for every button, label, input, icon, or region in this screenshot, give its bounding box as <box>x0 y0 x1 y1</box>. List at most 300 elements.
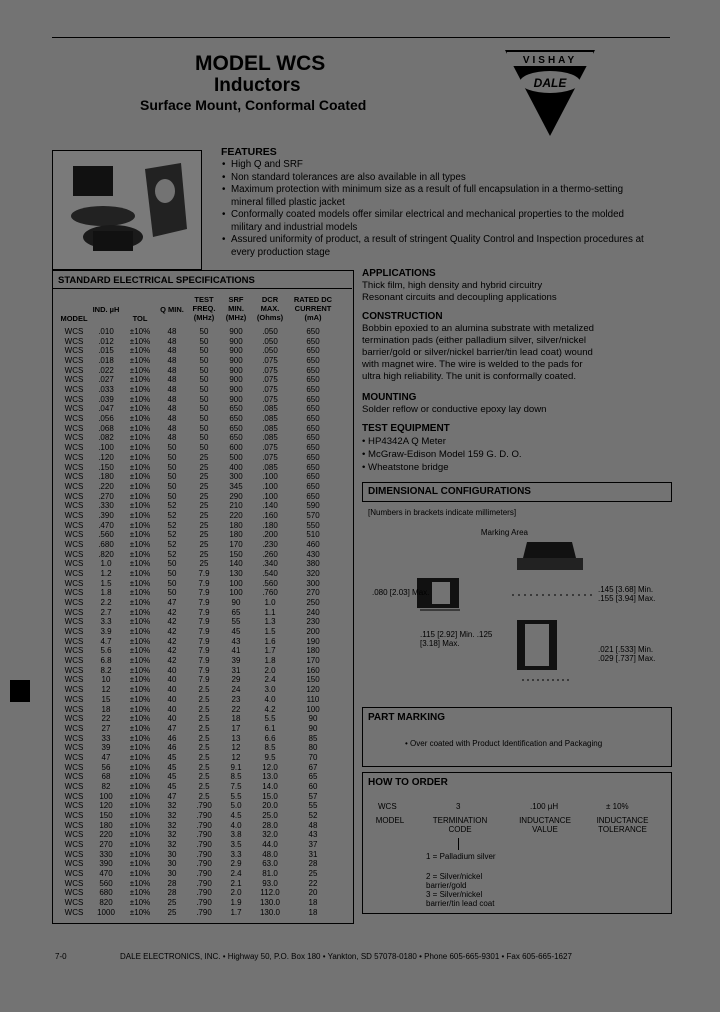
cell-freq: .790 <box>196 820 212 830</box>
cell-tol: ±10% <box>129 520 151 530</box>
cell-ind: 5.6 <box>100 646 112 656</box>
table-row <box>56 879 350 889</box>
cell-freq: 25 <box>199 510 209 520</box>
features-heading: FEATURES <box>221 146 277 158</box>
cell-tol: ±10% <box>129 878 151 888</box>
cell-tol: ±10% <box>129 791 151 801</box>
cell-srf: 1.7 <box>230 907 242 917</box>
cell-model: WCS <box>64 840 84 850</box>
cell-q: 25 <box>167 898 177 908</box>
cell-freq: 7.9 <box>198 578 210 588</box>
cell-model: WCS <box>64 723 84 733</box>
cell-dcr: 1.1 <box>264 607 276 617</box>
cell-tol: ±10% <box>129 869 151 879</box>
cell-q: 50 <box>167 569 177 578</box>
cell-srf: 41 <box>231 646 241 656</box>
cell-srf: 90 <box>231 598 241 608</box>
order-label-code: TERMINATION CODE <box>432 816 488 834</box>
table-row <box>56 608 350 618</box>
table-row <box>56 453 350 463</box>
cell-current: 180 <box>306 646 320 656</box>
cell-freq: .790 <box>196 840 212 850</box>
table-row <box>56 443 350 453</box>
cell-dcr: .140 <box>262 501 278 511</box>
cell-current: 570 <box>306 510 320 520</box>
cell-ind: 1000 <box>97 907 115 917</box>
cell-freq: 25 <box>199 501 209 511</box>
cell-ind: 56 <box>101 762 111 772</box>
cell-dcr: .085 <box>262 462 278 472</box>
cell-tol: ±10% <box>129 820 151 830</box>
construction-line: termination pads (either palladium silver, silver/nickel <box>362 335 586 346</box>
cell-srf: 900 <box>229 385 243 395</box>
cell-ind: 330 <box>99 849 113 859</box>
cell-ind: 22 <box>101 714 111 724</box>
cell-q: 42 <box>167 617 177 627</box>
cell-srf: 900 <box>229 346 243 356</box>
cell-current: 90 <box>308 723 318 733</box>
cell-dcr: .085 <box>262 404 278 414</box>
cell-current: 20 <box>308 888 318 898</box>
cell-ind: .100 <box>98 443 114 453</box>
cell-freq: 2.5 <box>198 704 210 714</box>
cell-model: WCS <box>64 801 84 811</box>
cell-freq: 25 <box>199 539 209 549</box>
cell-srf: 17 <box>231 723 241 733</box>
cell-srf: 8.5 <box>230 772 242 782</box>
cell-tol: ±10% <box>129 772 151 782</box>
cell-ind: 15 <box>101 694 111 704</box>
cell-ind: 47 <box>101 752 111 762</box>
cell-freq: .790 <box>196 849 212 859</box>
cell-srf: 3.8 <box>230 830 242 840</box>
cell-current: 430 <box>306 549 320 559</box>
cell-current: 650 <box>306 491 320 501</box>
order-example-tolerance: ± 10% <box>606 802 629 811</box>
dim-width: .115 [2.92] Min. .125 [3.18] Max. <box>420 630 493 648</box>
part-marking-heading: PART MARKING <box>368 712 446 723</box>
cell-tol: ±10% <box>129 675 151 685</box>
termination-code-1: 1 = Palladium silver <box>426 852 496 861</box>
cell-dcr: 32.0 <box>262 830 278 840</box>
table-row <box>56 569 350 579</box>
table-row <box>56 734 350 744</box>
cell-tol: ±10% <box>129 888 151 898</box>
cell-ind: .012 <box>98 336 114 346</box>
cell-dcr: 81.0 <box>262 869 278 879</box>
cell-freq: 2.5 <box>198 694 210 704</box>
cell-tol: ±10% <box>129 607 151 617</box>
cell-q: 52 <box>167 549 177 559</box>
cell-srf: 23 <box>231 694 241 704</box>
cell-dcr: 8.5 <box>264 743 276 753</box>
cell-q: 28 <box>167 878 177 888</box>
cell-tol: ±10% <box>129 578 151 588</box>
cell-current: 18 <box>308 907 318 917</box>
cell-freq: 2.5 <box>198 743 210 753</box>
cell-model: WCS <box>64 452 84 462</box>
cell-tol: ±10% <box>129 617 151 627</box>
cell-dcr: .050 <box>262 346 278 356</box>
test-equipment-item: • HP4342A Q Meter <box>362 436 446 447</box>
cell-freq: 50 <box>199 433 209 443</box>
cell-ind: 3.3 <box>100 617 112 627</box>
cell-dcr: 130.0 <box>259 898 281 908</box>
cell-model: WCS <box>64 607 84 617</box>
features-list <box>222 159 652 259</box>
cell-model: WCS <box>64 510 84 520</box>
cell-ind: .560 <box>98 530 114 540</box>
cell-q: 52 <box>167 530 177 540</box>
cell-srf: 180 <box>229 530 243 540</box>
cell-tol: ±10% <box>129 414 151 424</box>
cell-freq: 50 <box>199 375 209 385</box>
cell-q: 47 <box>167 723 177 733</box>
cell-q: 30 <box>167 849 177 859</box>
cell-srf: 900 <box>229 327 243 336</box>
cell-dcr: 112.0 <box>260 888 280 898</box>
cell-q: 28 <box>167 888 177 898</box>
cell-current: 200 <box>306 627 320 637</box>
cell-srf: 100 <box>229 578 243 588</box>
cell-model: WCS <box>64 646 84 656</box>
cell-model: WCS <box>64 404 84 414</box>
cell-freq: 7.9 <box>198 675 210 685</box>
cell-model: WCS <box>64 665 84 675</box>
cell-q: 40 <box>167 694 177 704</box>
cell-q: 47 <box>167 791 177 801</box>
cell-dcr: .085 <box>262 423 278 433</box>
table-row <box>56 463 350 473</box>
table-row <box>56 821 350 831</box>
construction-line: with magnet wire. The wire is welded to the pads for <box>362 359 583 370</box>
table-row <box>56 869 350 879</box>
cell-srf: 400 <box>229 462 243 472</box>
cell-model: WCS <box>64 530 84 540</box>
cell-current: 150 <box>306 675 320 685</box>
cell-ind: 150 <box>99 811 113 820</box>
cell-current: 650 <box>306 365 320 375</box>
cell-current: 590 <box>306 501 320 511</box>
vishay-dale-logo <box>505 44 595 136</box>
dimensional-drawing <box>362 520 670 700</box>
table-row <box>56 346 350 356</box>
cell-ind: 220 <box>99 830 113 840</box>
table-row <box>56 530 350 540</box>
cell-freq: 2.5 <box>198 762 210 772</box>
dim-height: .080 [2.03] Max. <box>372 588 430 597</box>
cell-freq: 25 <box>199 559 209 569</box>
cell-dcr: .200 <box>262 530 278 540</box>
cell-srf: 100 <box>229 588 243 598</box>
cell-model: WCS <box>64 859 84 869</box>
cell-current: 650 <box>306 356 320 366</box>
cell-dcr: 5.5 <box>264 714 276 724</box>
cell-tol: ±10% <box>129 588 151 598</box>
cell-model: WCS <box>64 627 84 637</box>
cell-tol: ±10% <box>129 781 151 791</box>
cell-ind: 100 <box>99 791 113 801</box>
cell-ind: 1.5 <box>100 578 112 588</box>
cell-freq: 25 <box>199 472 209 482</box>
cell-freq: .790 <box>196 859 212 869</box>
cell-dcr: .340 <box>262 559 278 569</box>
table-row <box>56 705 350 715</box>
cell-q: 32 <box>167 801 177 811</box>
part-marking-text: • Over coated with Product Identification and Packaging <box>405 739 603 748</box>
cell-model: WCS <box>64 907 84 917</box>
cell-q: 50 <box>167 481 177 491</box>
cell-srf: 900 <box>229 356 243 366</box>
cell-tol: ±10% <box>129 443 151 453</box>
cell-freq: 2.5 <box>198 723 210 733</box>
cell-tol: ±10% <box>129 452 151 462</box>
cell-q: 45 <box>167 781 177 791</box>
table-row <box>56 395 350 405</box>
cell-ind: 390 <box>99 859 113 869</box>
cell-model: WCS <box>64 414 84 424</box>
table-row <box>56 337 350 347</box>
cell-q: 48 <box>167 394 177 404</box>
cell-q: 32 <box>167 820 177 830</box>
table-row <box>56 472 350 482</box>
cell-q: 52 <box>167 539 177 549</box>
cell-ind: 560 <box>99 878 113 888</box>
cell-tol: ±10% <box>129 598 151 608</box>
cell-q: 45 <box>167 772 177 782</box>
cell-current: 650 <box>306 346 320 356</box>
col-current: RATED DC CURRENT (mA) <box>293 295 333 322</box>
cell-freq: 50 <box>199 336 209 346</box>
cell-current: 28 <box>308 859 318 869</box>
table-row <box>56 724 350 734</box>
cell-srf: 12 <box>231 752 241 762</box>
cell-ind: 470 <box>99 869 113 879</box>
cell-freq: 2.5 <box>198 791 210 801</box>
cell-model: WCS <box>64 423 84 433</box>
cell-dcr: .160 <box>262 510 278 520</box>
cell-tol: ±10% <box>129 743 151 753</box>
cell-ind: .470 <box>98 520 114 530</box>
cell-srf: 12 <box>231 743 241 753</box>
cell-current: 650 <box>306 472 320 482</box>
table-row <box>56 492 350 502</box>
cell-ind: 82 <box>101 781 111 791</box>
cell-tol: ±10% <box>129 356 151 366</box>
cell-tol: ±10% <box>129 336 151 346</box>
cell-tol: ±10% <box>129 375 151 385</box>
cell-q: 40 <box>167 675 177 685</box>
cell-tol: ±10% <box>129 898 151 908</box>
cell-dcr: 4.0 <box>264 694 276 704</box>
cell-srf: 45 <box>231 627 241 637</box>
applications-line: Resonant circuits and decoupling applications <box>362 292 557 303</box>
cell-freq: 7.9 <box>198 569 210 578</box>
cell-model: WCS <box>64 878 84 888</box>
dim-length: .145 [3.68] Min. .155 [3.94] Max. <box>598 585 656 603</box>
cell-srf: 3.3 <box>230 849 242 859</box>
cell-dcr: 1.0 <box>264 598 276 608</box>
cell-srf: 300 <box>229 472 243 482</box>
cell-srf: 650 <box>229 404 243 414</box>
cell-model: WCS <box>64 791 84 801</box>
cell-freq: 50 <box>199 443 209 453</box>
cell-model: WCS <box>64 617 84 627</box>
cell-tol: ±10% <box>129 404 151 414</box>
feature-item: • High Q and SRF <box>222 159 652 172</box>
cell-tol: ±10% <box>129 627 151 637</box>
cell-ind: 1.0 <box>100 559 112 569</box>
cell-q: 30 <box>167 859 177 869</box>
cell-tol: ±10% <box>129 752 151 762</box>
cell-dcr: 1.6 <box>264 636 276 646</box>
order-label-value: INDUCTANCE VALUE <box>519 816 571 834</box>
table-row <box>56 685 350 695</box>
cell-dcr: 25.0 <box>262 811 278 820</box>
cell-srf: 170 <box>229 539 243 549</box>
cell-model: WCS <box>64 636 84 646</box>
cell-current: 80 <box>308 743 318 753</box>
table-row <box>56 404 350 414</box>
cell-dcr: .050 <box>262 336 278 346</box>
cell-model: WCS <box>64 598 84 608</box>
cell-q: 50 <box>167 588 177 598</box>
cell-srf: 130 <box>229 569 243 578</box>
cell-freq: 7.9 <box>198 627 210 637</box>
cell-tol: ±10% <box>129 859 151 869</box>
table-row <box>56 792 350 802</box>
cell-freq: 50 <box>199 404 209 414</box>
cell-freq: 25 <box>199 549 209 559</box>
cell-srf: 29 <box>231 675 241 685</box>
cell-ind: 180 <box>99 820 113 830</box>
cell-current: 31 <box>308 849 318 859</box>
cell-dcr: .230 <box>262 539 278 549</box>
table-row <box>56 811 350 821</box>
cell-freq: 50 <box>199 346 209 356</box>
cell-current: 65 <box>308 772 318 782</box>
cell-freq: 7.9 <box>198 598 210 608</box>
table-row <box>56 579 350 589</box>
cell-ind: .027 <box>98 375 114 385</box>
cell-ind: 6.8 <box>100 656 112 666</box>
cell-tol: ±10% <box>129 501 151 511</box>
cell-tol: ±10% <box>129 385 151 395</box>
col-dcr: DCR MAX. (Ohms) <box>256 295 284 322</box>
cell-model: WCS <box>64 704 84 714</box>
cell-model: WCS <box>64 869 84 879</box>
cell-model: WCS <box>64 481 84 491</box>
cell-freq: .790 <box>196 888 212 898</box>
cell-model: WCS <box>64 762 84 772</box>
order-connector <box>458 838 459 850</box>
cell-model: WCS <box>64 549 84 559</box>
cell-current: 270 <box>306 588 320 598</box>
cell-freq: 2.5 <box>198 685 210 695</box>
table-row <box>56 617 350 627</box>
cell-dcr: 2.0 <box>264 665 276 675</box>
cell-current: 650 <box>306 462 320 472</box>
cell-ind: .330 <box>98 501 114 511</box>
cell-q: 48 <box>167 346 177 356</box>
cell-current: 650 <box>306 404 320 414</box>
cell-srf: 345 <box>229 481 243 491</box>
specs-title: STANDARD ELECTRICAL SPECIFICATIONS <box>58 275 255 286</box>
cell-q: 42 <box>167 646 177 656</box>
cell-current: 510 <box>306 530 320 540</box>
cell-q: 50 <box>167 578 177 588</box>
cell-tol: ±10% <box>129 481 151 491</box>
cell-tol: ±10% <box>129 801 151 811</box>
cell-ind: .180 <box>98 472 114 482</box>
cell-q: 52 <box>167 510 177 520</box>
cell-ind: .018 <box>98 356 114 366</box>
cell-current: 120 <box>306 685 320 695</box>
cell-tol: ±10% <box>129 539 151 549</box>
cell-tol: ±10% <box>129 394 151 404</box>
cell-current: 650 <box>306 394 320 404</box>
table-row <box>56 414 350 424</box>
cell-srf: 900 <box>229 336 243 346</box>
cell-freq: 25 <box>199 530 209 540</box>
dimensional-heading: DIMENSIONAL CONFIGURATIONS <box>368 486 531 497</box>
cell-q: 50 <box>167 452 177 462</box>
page-tab-marker <box>10 680 30 702</box>
cell-current: 650 <box>306 443 320 453</box>
feature-item: • Non standard tolerances are also available in all types <box>222 172 652 185</box>
cell-q: 52 <box>167 501 177 511</box>
cell-srf: 7.5 <box>230 781 242 791</box>
cell-tol: ±10% <box>129 462 151 472</box>
cell-tol: ±10% <box>129 491 151 501</box>
cell-q: 48 <box>167 375 177 385</box>
cell-dcr: .100 <box>262 472 278 482</box>
cell-model: WCS <box>64 743 84 753</box>
cell-q: 46 <box>167 743 177 753</box>
cell-freq: .790 <box>196 830 212 840</box>
table-row <box>56 327 350 337</box>
cell-srf: 3.5 <box>230 840 242 850</box>
cell-model: WCS <box>64 888 84 898</box>
cell-current: 650 <box>306 375 320 385</box>
cell-freq: 2.5 <box>198 781 210 791</box>
cell-srf: 1.9 <box>230 898 242 908</box>
cell-q: 50 <box>167 443 177 453</box>
cell-model: WCS <box>64 714 84 724</box>
cell-current: 650 <box>306 423 320 433</box>
cell-srf: 4.5 <box>230 811 242 820</box>
table-row <box>56 743 350 753</box>
cell-srf: 900 <box>229 375 243 385</box>
test-equipment-item: • McGraw-Edison Model 159 G. D. O. <box>362 449 522 460</box>
cell-ind: 33 <box>101 733 111 743</box>
cell-dcr: 2.4 <box>264 675 276 685</box>
cell-ind: .022 <box>98 365 114 375</box>
cell-current: 67 <box>308 762 318 772</box>
table-row <box>56 772 350 782</box>
cell-ind: .150 <box>98 462 114 472</box>
cell-model: WCS <box>64 820 84 830</box>
cell-freq: 50 <box>199 414 209 424</box>
cell-dcr: 6.1 <box>264 723 276 733</box>
cell-srf: 650 <box>229 414 243 424</box>
cell-srf: 2.4 <box>230 869 242 879</box>
cell-freq: .790 <box>196 898 212 908</box>
table-row <box>56 559 350 569</box>
cell-current: 110 <box>306 694 320 704</box>
cell-model: WCS <box>64 656 84 666</box>
cell-q: 48 <box>167 385 177 395</box>
